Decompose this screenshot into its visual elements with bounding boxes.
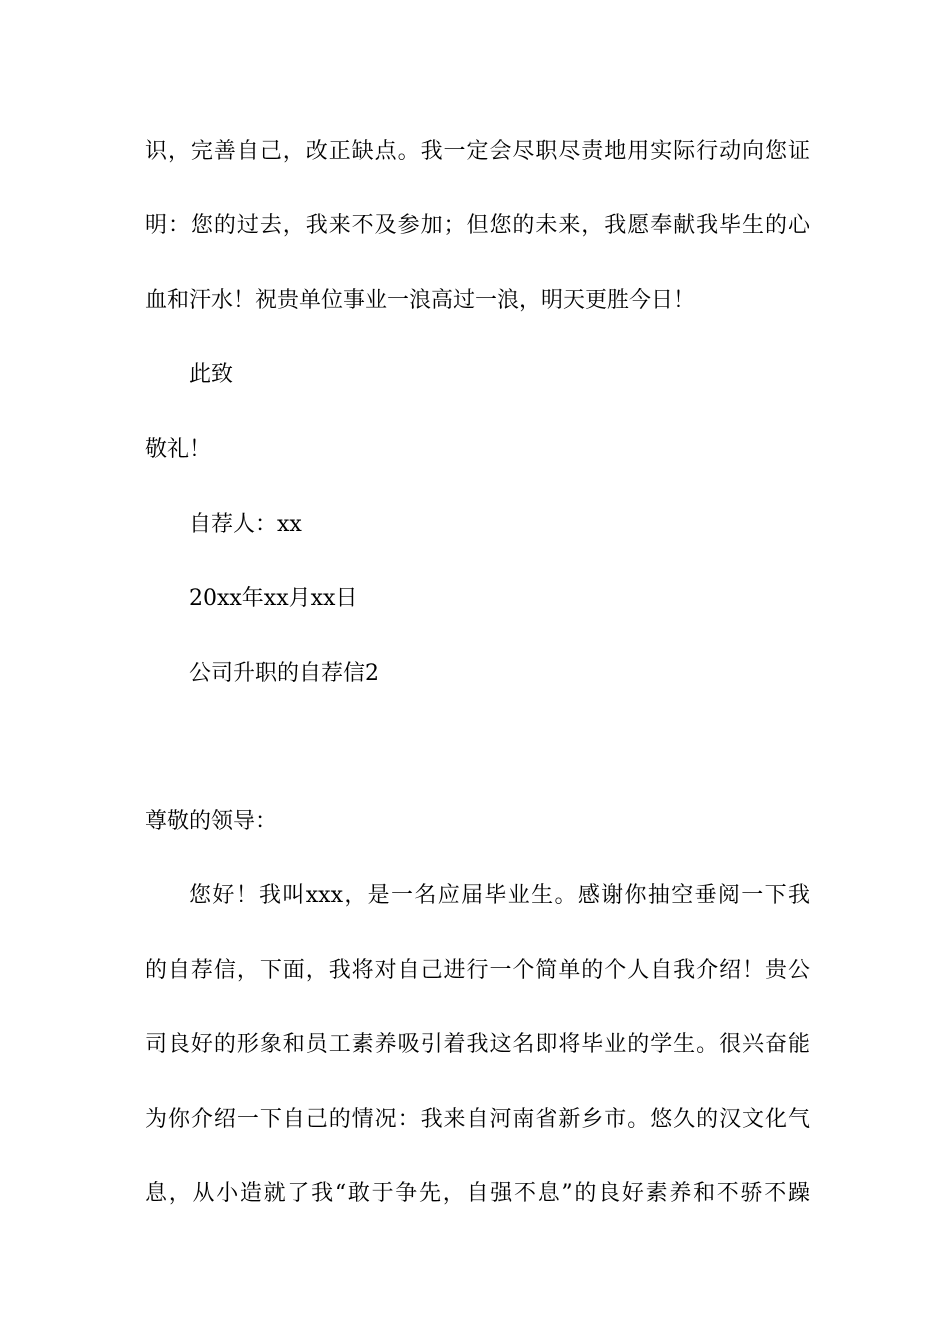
letter-greeting: 尊敬的领导： (145, 809, 278, 834)
section-title: 公司升职的自荐信2 (189, 661, 379, 686)
body-text-line: 的自荐信，下面，我将对自己进行一个简单的个人自我介绍！贵公 (145, 958, 810, 983)
signature-date: 20xx年xx月xx日 (189, 586, 358, 611)
body-text-line: 血和汗水！祝贵单位事业一浪高过一浪，明天更胜今日！ (145, 288, 696, 313)
closing-regards: 敬礼！ (145, 437, 212, 462)
body-text-line: 您好！我叫xxx，是一名应届毕业生。感谢你抽空垂阅一下我 (189, 883, 810, 908)
body-text-line: 司良好的形象和员工素养吸引着我这名即将毕业的学生。很兴奋能 (145, 1032, 810, 1057)
body-text-line: 为你介绍一下自己的情况：我来自河南省新乡市。悠久的汉文化气 (145, 1107, 810, 1132)
body-text-line: 息，从小造就了我“敢于争先，自强不息”的良好素养和不骄不躁 (145, 1181, 810, 1206)
body-text-line: 明：您的过去，我来不及参加；但您的未来，我愿奉献我毕生的心 (145, 213, 810, 238)
closing-salutation: 此致 (189, 362, 234, 387)
signature-name: 自荐人：xx (189, 512, 302, 537)
body-text-line: 识，完善自己，改正缺点。我一定会尽职尽责地用实际行动向您证 (145, 139, 810, 164)
